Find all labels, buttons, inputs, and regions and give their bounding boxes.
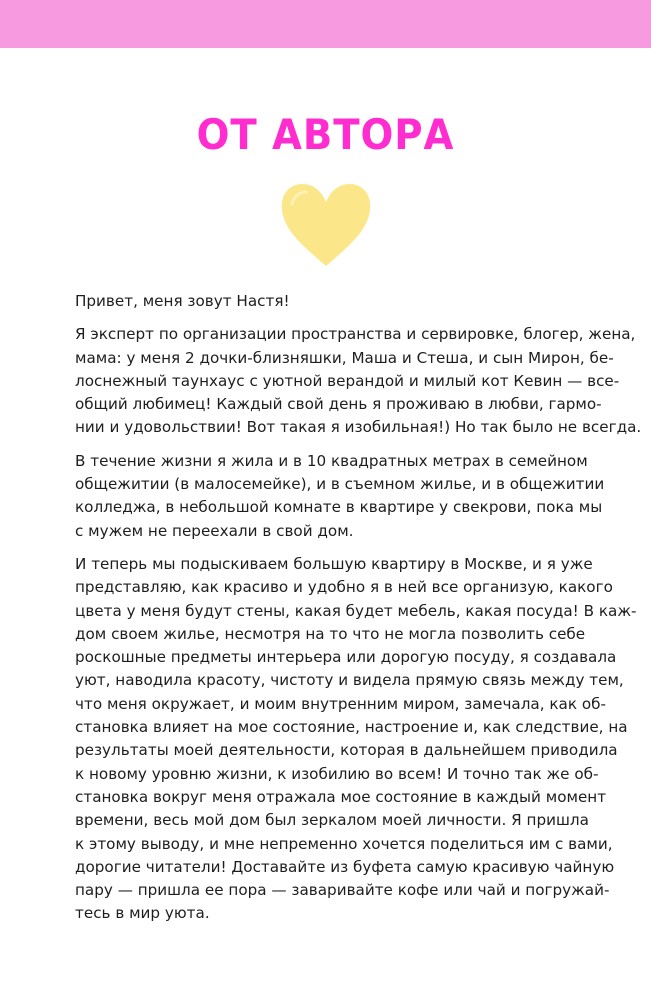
paragraph (75, 450, 605, 543)
text-line: роскошные предметы интерьера или дорогую посуду, я создавала (75, 648, 617, 667)
text-line: пару — пришла ее пора — заваривайте кофе или чай и погружай- (75, 881, 610, 900)
text-line: цвета у меня будут стены, какая будет мебель, какая посуда! В каж- (75, 601, 637, 620)
author-foreword-text (75, 290, 642, 936)
text-line: становка вокруг меня отражала мое состояние в каждый момент (75, 787, 607, 806)
text-line: представляю, как красиво и удобно я в ней все организую, какого (75, 578, 613, 597)
text-line: что меня окружает, и моим внутренним миром, замечала, как об- (75, 694, 607, 713)
text-line: к новому уровню жизни, к изобилию во всем! И точно так же об- (75, 764, 599, 783)
text-line: колледжа, в небольшой комнате в квартире у свекрови, пока мы (75, 498, 603, 517)
text-line: Привет, меня зовут Настя! (75, 292, 290, 310)
text-line: тесь в мир уюта. (75, 904, 210, 923)
text-line: времени, весь мой дом был зеркалом моей личности. Я пришла (75, 811, 589, 830)
text-line: мама: у меня 2 дочки-близняшки, Маша и Стеша, и сын Мирон, бе- (75, 348, 614, 367)
text-line: дом своем жилье, несмотря на то что не могла позволить себе (75, 624, 586, 643)
paragraph (75, 290, 578, 313)
text-line: становка влияет на мое состояние, настроение и, как следствие, на (75, 718, 628, 737)
text-line: дорогие читатели! Доставайте из буфета самую красивую чайную (75, 857, 615, 876)
top-decorative-band (0, 0, 651, 48)
text-line: лоснежный таунхаус с уютной верандой и милый кот Кевин — все- (75, 371, 620, 390)
page-title: ОТ АВТОРА (196, 110, 455, 159)
heart-icon (278, 180, 374, 270)
text-line: уют, наводила красоту, чистоту и видела прямую связь между тем, (75, 671, 624, 690)
text-line: Я эксперт по организации пространства и сервировке, блогер, жена, (75, 325, 636, 344)
text-line: результаты моей деятельности, которая в дальнейшем приводила (75, 741, 618, 760)
text-line: В течение жизни я жила и в 10 квадратных метрах в семейном (75, 451, 588, 470)
text-line: нии и удовольствии! Вот такая я изобильная!) Но так было не всегда. (75, 418, 642, 437)
text-line: с мужем не переехали в свой дом. (75, 521, 354, 540)
text-line: И теперь мы подыскиваем большую квартиру в Москве, и я уже (75, 554, 593, 573)
text-line: общий любимец! Каждый свой день я проживаю в любви, гармо- (75, 395, 602, 414)
text-line: общежитии (в малосемейке), и в съемном жилье, и в общежитии (75, 475, 605, 494)
paragraph (75, 553, 637, 926)
paragraph (75, 323, 642, 439)
text-line: к этому выводу, и мне непременно хочется поделиться им с вами, (75, 834, 613, 853)
